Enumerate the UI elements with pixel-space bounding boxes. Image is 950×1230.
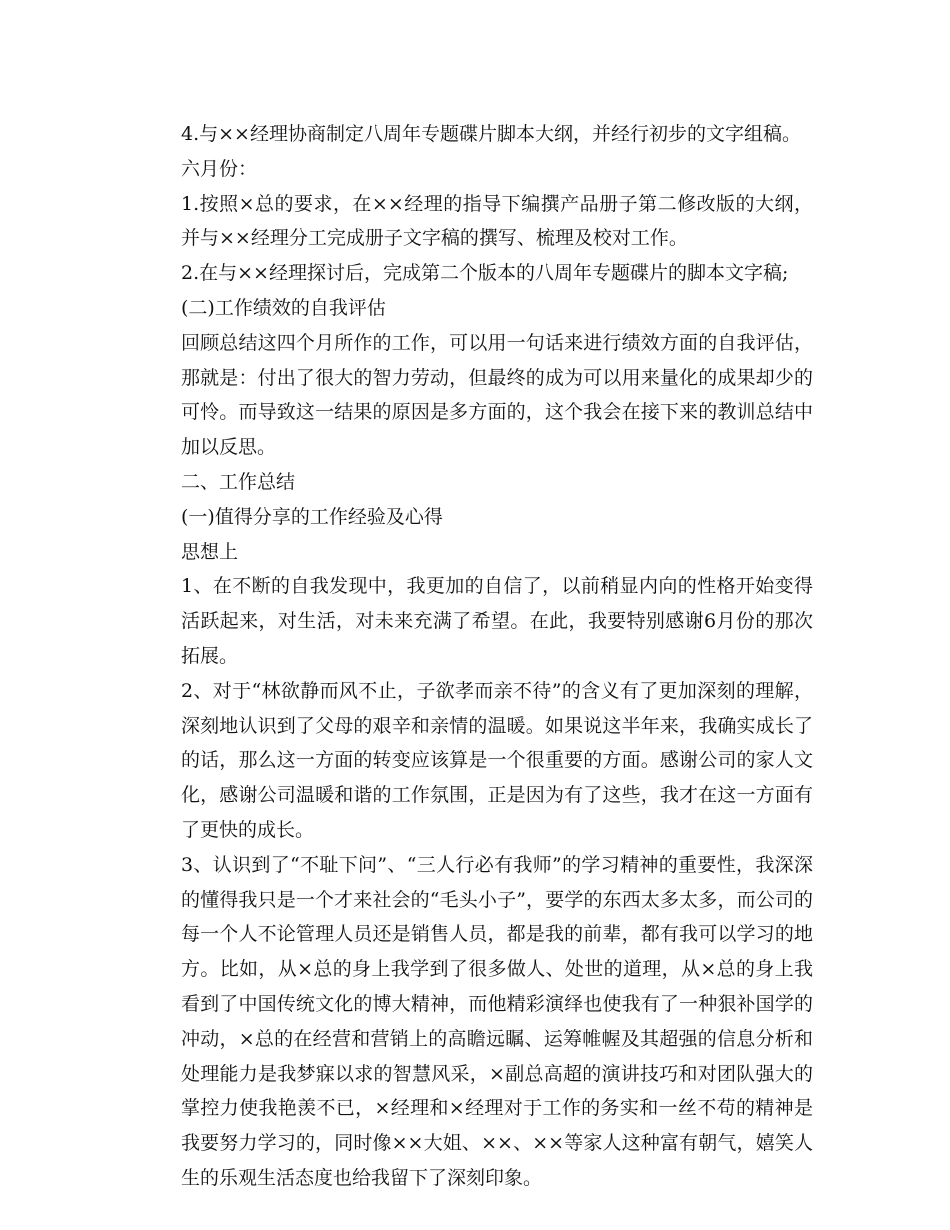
heading-ideology: 思想上: [181, 540, 239, 563]
paragraph-ideology-3: 3、认识到了“不耻下问”、“三人行必有我师”的学习精神的重要性，我深深的懂得我只是一个才来社会的“毛头小子”，要学的东西太多太多，而公司的每一个人不论管理人员还是销售人员，都是我的前辈，都有我可以学习的地方。比如，从×总的身上我学到了很多做人、处世的道理，从×总的身上我看到了中国传统文化的博大精神，而他精彩演绎也使我有了一种狠补国学的冲动，×总的在经营和营销上的高瞻远瞩、运筹帷幄及其超强的信息分析和处理能力是我梦寐以求的智慧风采，×副总高超的演讲技巧和对团队强大的掌控力使我艳羡不已，×经理和×经理对于工作的务实和一丝不苟的精神是我要努力学习的，同时像××大姐、××、××等家人这种富有朝气，嬉笑人生的乐观生活态度也给我留下了深刻印象。: [181, 853, 813, 1189]
paragraph-june-2: 2.在与××经理探讨后，完成第二个版本的八周年专题碟片的脚本文字稿;: [181, 262, 789, 285]
heading-self-evaluation: (二)工作绩效的自我评估: [181, 296, 386, 319]
heading-experience: (一)值得分享的工作经验及心得: [181, 505, 443, 528]
paragraph-self-evaluation: 回顾总结这四个月所作的工作，可以用一句话来进行绩效方面的自我评估，那就是：付出了很大的智力劳动，但最终的成为可以用来量化的成果却少的可怜。而导致这一结果的原因是多方面的，这个我会在接下来的教训总结中加以反思。: [181, 331, 813, 459]
paragraph-ideology-1: 1、在不断的自我发现中，我更加的自信了，以前稍显内向的性格开始变得活跃起来，对生活，对未来充满了希望。在此，我要特别感谢6月份的那次拓展。: [181, 575, 813, 667]
document-body: [143, 117, 813, 1196]
paragraph-item4: 4.与××经理协商制定八周年专题碟片脚本大纲，并经行初步的文字组稿。: [181, 123, 801, 145]
paragraph-ideology-2: 2、对于“林欲静而风不止，子欲孝而亲不待”的含义有了更加深刻的理解，深刻地认识到了父母的艰辛和亲情的温暖。如果说这半年来，我确实成长了的话，那么这一方面的转变应该算是一个很重要的方面。感谢公司的家人文化，感谢公司温暖和谐的工作氛围，正是因为有了这些，我才在这一方面有了更快的成长。: [181, 679, 813, 841]
heading-work-summary: 二、工作总结: [181, 470, 296, 493]
paragraph-june-1: 1.按照×总的要求，在××经理的指导下编撰产品册子第二修改版的大纲，并与××经理分工完成册子文字稿的撰写、梳理及校对工作。: [181, 192, 813, 250]
heading-june: 六月份：: [181, 157, 258, 180]
